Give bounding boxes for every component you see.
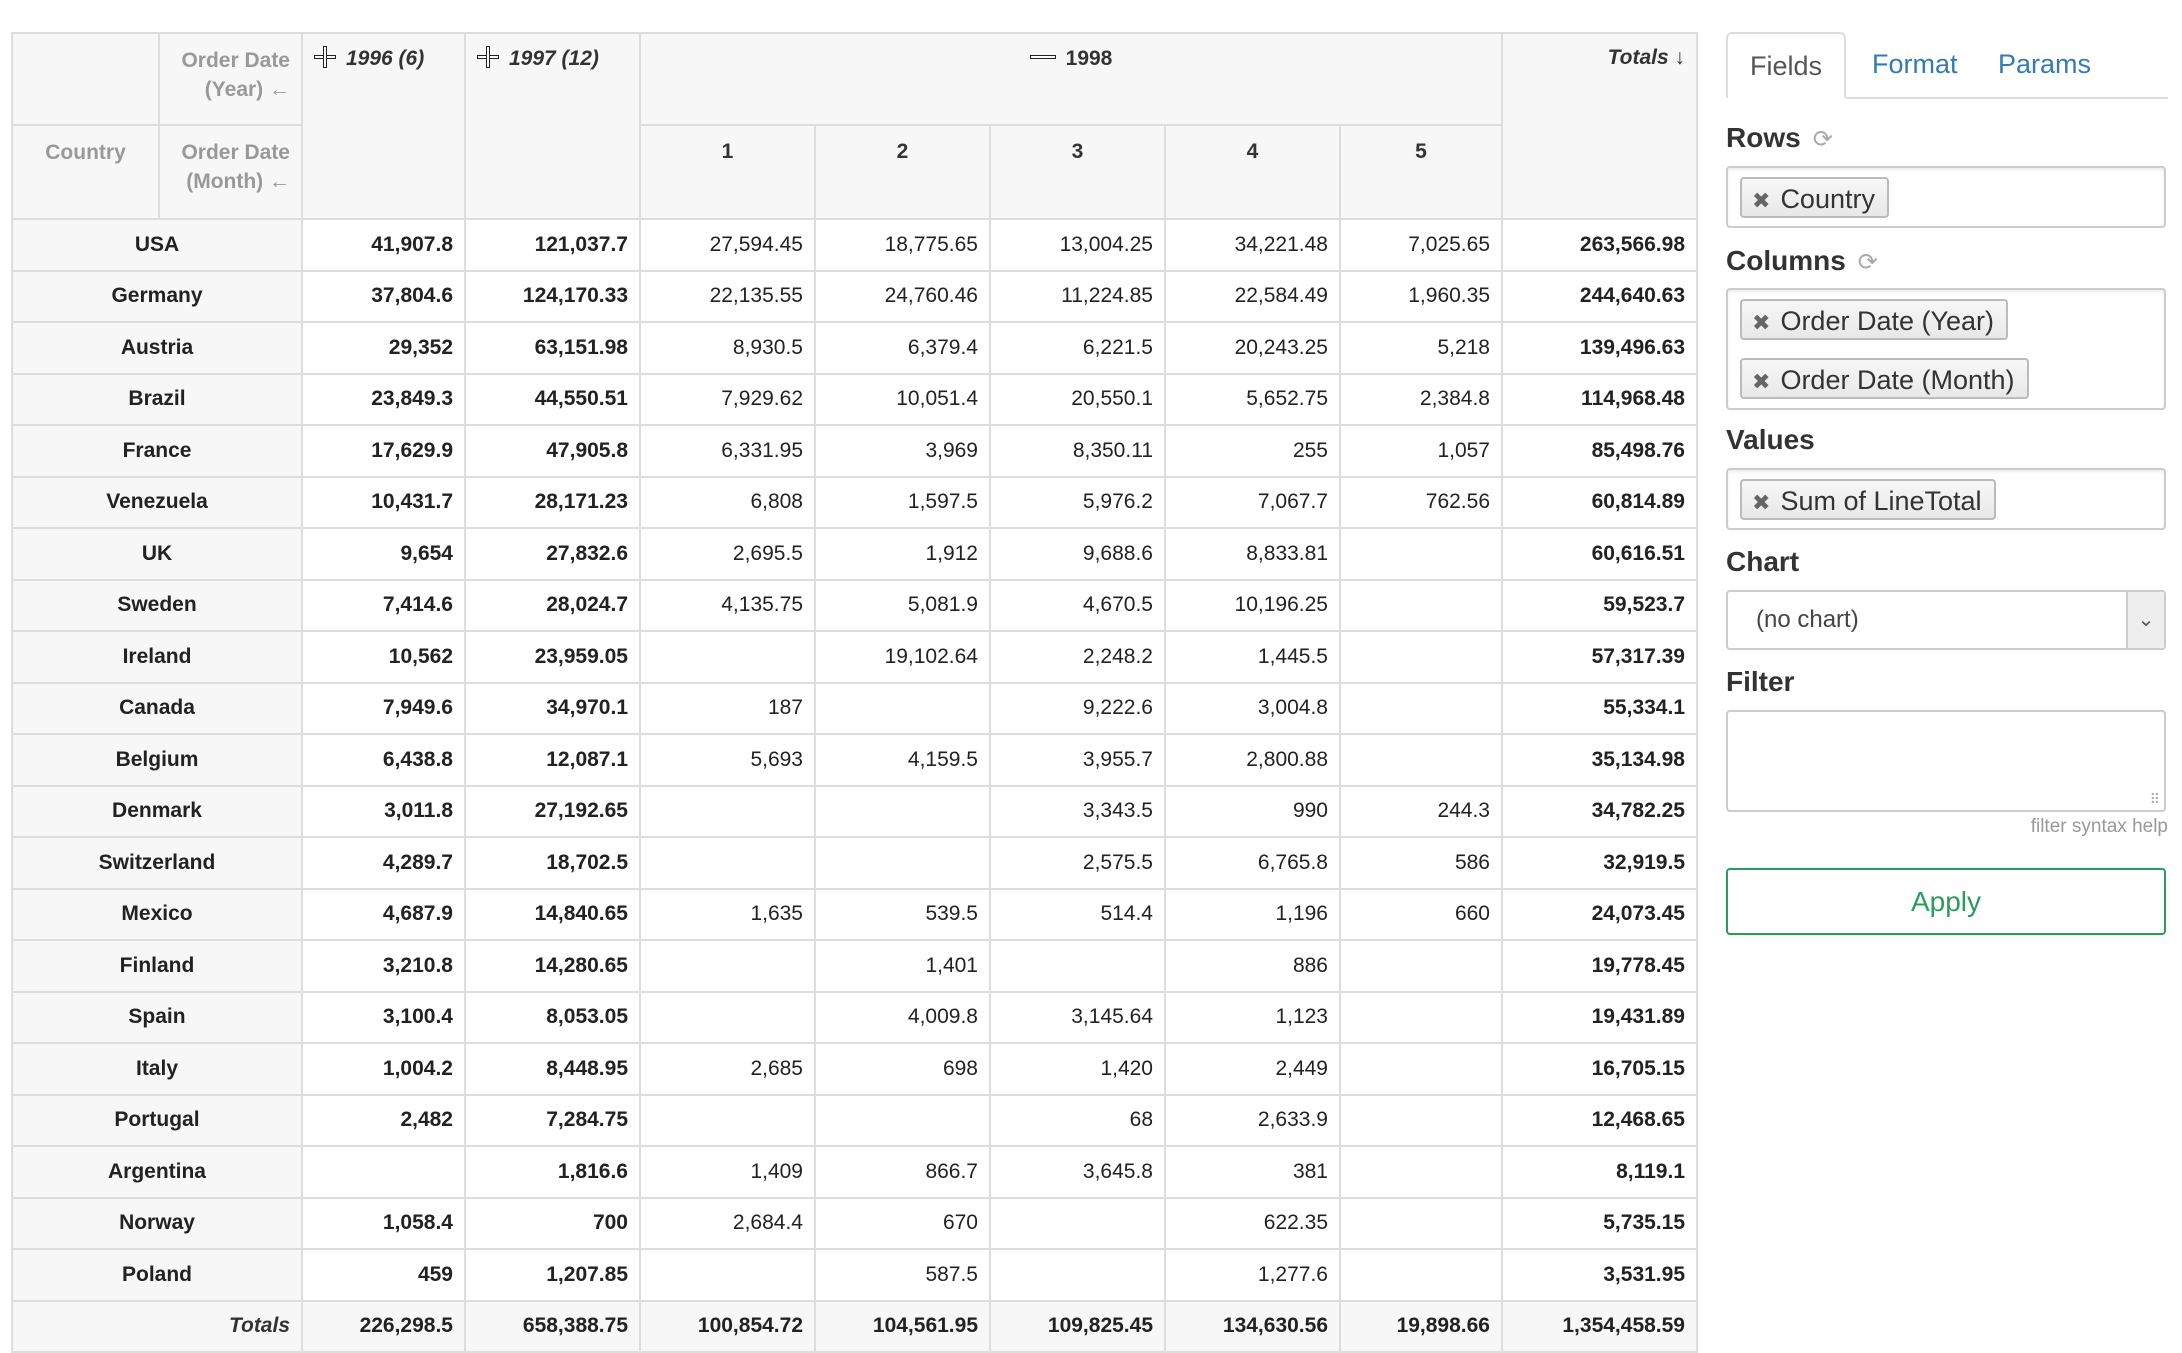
table-row [12, 631, 1697, 683]
filter-section-title: Filter [1726, 666, 1795, 697]
row-label[interactable]: Sweden [12, 580, 302, 632]
row-total-cell: 114,968.48 [1502, 374, 1697, 426]
sort-arrow-icon[interactable]: ← [269, 170, 290, 193]
field-chip-country[interactable] [1740, 177, 1889, 218]
value-cell: 24,760.46 [815, 271, 990, 323]
value-cell: 3,004.8 [1165, 683, 1340, 735]
table-row [12, 940, 1697, 992]
year-1997-header[interactable] [465, 33, 640, 219]
row-total-cell: 244,640.63 [1502, 271, 1697, 323]
value-cell: 8,350.11 [990, 425, 1165, 477]
row-label[interactable]: Spain [12, 992, 302, 1044]
value-cell [1340, 1198, 1502, 1250]
value-cell: 22,584.49 [1165, 271, 1340, 323]
row-label[interactable]: USA [12, 219, 302, 271]
value-cell: 124,170.33 [465, 271, 640, 323]
field-chip-order-date-year[interactable] [1740, 299, 2008, 340]
value-cell [1340, 1095, 1502, 1147]
value-cell: 34,221.48 [1165, 219, 1340, 271]
value-cell: 2,384.8 [1340, 374, 1502, 426]
row-total-cell: 32,919.5 [1502, 837, 1697, 889]
value-cell: 11,224.85 [990, 271, 1165, 323]
value-cell: 29,352 [302, 322, 465, 374]
row-total-cell: 16,705.15 [1502, 1043, 1697, 1095]
table-row [12, 1043, 1697, 1095]
value-cell: 255 [1165, 425, 1340, 477]
filter-input[interactable] [1726, 710, 2166, 812]
total-cell: 19,898.66 [1340, 1301, 1502, 1353]
row-label[interactable]: Portugal [12, 1095, 302, 1147]
total-cell: 109,825.45 [990, 1301, 1165, 1353]
row-total-cell: 34,782.25 [1502, 786, 1697, 838]
value-cell: 27,832.6 [465, 528, 640, 580]
value-cell: 514.4 [990, 889, 1165, 941]
total-cell: 134,630.56 [1165, 1301, 1340, 1353]
value-cell: 41,907.8 [302, 219, 465, 271]
value-cell: 7,025.65 [1340, 219, 1502, 271]
value-cell: 587.5 [815, 1249, 990, 1301]
value-cell: 63,151.98 [465, 322, 640, 374]
columns-section-title [1726, 245, 1878, 277]
table-row [12, 837, 1697, 889]
value-cell: 4,289.7 [302, 837, 465, 889]
total-cell: 104,561.95 [815, 1301, 990, 1353]
value-cell: 1,401 [815, 940, 990, 992]
table-row [12, 889, 1697, 941]
value-cell: 28,171.23 [465, 477, 640, 529]
value-cell: 17,629.9 [302, 425, 465, 477]
value-cell: 3,969 [815, 425, 990, 477]
value-cell: 1,004.2 [302, 1043, 465, 1095]
remove-icon[interactable]: ✖ [1752, 188, 1771, 213]
value-cell: 27,594.45 [640, 219, 815, 271]
value-cell: 14,840.65 [465, 889, 640, 941]
row-label[interactable]: Brazil [12, 374, 302, 426]
month-header: 4 [1165, 125, 1340, 219]
rows-dropzone[interactable] [1726, 166, 2166, 228]
value-cell [1340, 580, 1502, 632]
columns-dropzone[interactable] [1726, 288, 2166, 410]
value-cell: 1,445.5 [1165, 631, 1340, 683]
country-header[interactable]: Country [12, 125, 159, 219]
chip-label: Sum of LineTotal [1780, 486, 1982, 516]
total-cell: 658,388.75 [465, 1301, 640, 1353]
value-cell [1340, 631, 1502, 683]
value-cell [815, 683, 990, 735]
value-cell: 3,210.8 [302, 940, 465, 992]
value-cell: 8,053.05 [465, 992, 640, 1044]
chevron-down-icon[interactable]: ⌄ [2126, 592, 2164, 648]
row-label[interactable]: Belgium [12, 734, 302, 786]
value-cell [1340, 1249, 1502, 1301]
year-1996-header[interactable] [302, 33, 465, 219]
row-label[interactable]: Germany [12, 271, 302, 323]
values-dropzone[interactable] [1726, 468, 2166, 530]
value-cell: 6,808 [640, 477, 815, 529]
tab-bar [1726, 32, 2168, 99]
table-row [12, 374, 1697, 426]
row-label[interactable]: Canada [12, 683, 302, 735]
values-section-title: Values [1726, 424, 1815, 455]
value-cell [640, 786, 815, 838]
row-label[interactable]: Ireland [12, 631, 302, 683]
value-cell: 1,207.85 [465, 1249, 640, 1301]
value-cell: 7,067.7 [1165, 477, 1340, 529]
row-total-cell: 139,496.63 [1502, 322, 1697, 374]
value-cell [640, 1249, 815, 1301]
row-label[interactable]: Denmark [12, 786, 302, 838]
value-cell: 1,597.5 [815, 477, 990, 529]
year-1996-label: 1996 (6) [346, 47, 425, 70]
table-row [12, 528, 1697, 580]
value-cell: 3,100.4 [302, 992, 465, 1044]
value-cell: 622.35 [1165, 1198, 1340, 1250]
row-total-cell: 57,317.39 [1502, 631, 1697, 683]
value-cell: 7,949.6 [302, 683, 465, 735]
value-cell: 23,959.05 [465, 631, 640, 683]
value-cell: 19,102.64 [815, 631, 990, 683]
value-cell: 1,912 [815, 528, 990, 580]
tab-format[interactable]: Format [1872, 49, 1958, 79]
value-cell: 3,955.7 [990, 734, 1165, 786]
row-label[interactable]: Venezuela [12, 477, 302, 529]
row-label[interactable]: France [12, 425, 302, 477]
chart-select[interactable] [1726, 590, 2166, 650]
row-total-cell: 60,814.89 [1502, 477, 1697, 529]
row-total-cell: 12,468.65 [1502, 1095, 1697, 1147]
table-row [12, 734, 1697, 786]
value-cell: 9,654 [302, 528, 465, 580]
value-cell [1340, 940, 1502, 992]
value-cell [640, 631, 815, 683]
table-row [12, 219, 1697, 271]
year-1998-header[interactable] [640, 33, 1502, 125]
value-cell: 10,562 [302, 631, 465, 683]
value-cell: 886 [1165, 940, 1340, 992]
value-cell: 6,438.8 [302, 734, 465, 786]
apply-button[interactable]: Apply [1726, 868, 2166, 935]
refresh-icon[interactable]: ⟳ [1857, 249, 1878, 276]
value-cell: 660 [1340, 889, 1502, 941]
row-total-cell: 59,523.7 [1502, 580, 1697, 632]
row-label[interactable]: UK [12, 528, 302, 580]
table-row [12, 1249, 1697, 1301]
totals-header[interactable]: Totals ↓ [1502, 33, 1697, 219]
month-header: 5 [1340, 125, 1502, 219]
row-total-cell: 263,566.98 [1502, 219, 1697, 271]
value-cell: 670 [815, 1198, 990, 1250]
value-cell: 5,218 [1340, 322, 1502, 374]
value-cell: 2,248.2 [990, 631, 1165, 683]
tab-fields[interactable]: Fields [1726, 32, 1846, 99]
table-row [12, 271, 1697, 323]
year-1998-label: 1998 [1065, 47, 1113, 70]
value-cell [990, 940, 1165, 992]
value-cell: 3,645.8 [990, 1146, 1165, 1198]
value-cell: 762.56 [1340, 477, 1502, 529]
resize-grip-icon[interactable]: ⠿ [2149, 791, 2160, 807]
value-cell: 47,905.8 [465, 425, 640, 477]
value-cell: 1,196 [1165, 889, 1340, 941]
value-cell: 2,800.88 [1165, 734, 1340, 786]
month-header: 2 [815, 125, 990, 219]
row-label[interactable]: Austria [12, 322, 302, 374]
columns-title: Columns [1726, 245, 1846, 276]
filter-syntax-help-link[interactable]: filter syntax help [2030, 816, 2168, 837]
value-cell: 1,960.35 [1340, 271, 1502, 323]
value-cell [990, 1198, 1165, 1250]
value-cell: 27,192.65 [465, 786, 640, 838]
value-cell: 866.7 [815, 1146, 990, 1198]
value-cell [640, 837, 815, 889]
chip-label: Order Date (Month) [1780, 365, 2015, 395]
total-cell: 100,854.72 [640, 1301, 815, 1353]
value-cell: 6,765.8 [1165, 837, 1340, 889]
chip-label: Order Date (Year) [1780, 306, 1995, 336]
value-cell: 586 [1340, 837, 1502, 889]
value-cell: 187 [640, 683, 815, 735]
table-row [12, 477, 1697, 529]
row-label[interactable]: Poland [12, 1249, 302, 1301]
row-label[interactable]: Mexico [12, 889, 302, 941]
value-cell [1340, 1146, 1502, 1198]
value-cell: 5,976.2 [990, 477, 1165, 529]
table-row [12, 322, 1697, 374]
table-row [12, 580, 1697, 632]
value-cell: 1,277.6 [1165, 1249, 1340, 1301]
chart-section-title: Chart [1726, 546, 1800, 577]
value-cell: 2,633.9 [1165, 1095, 1340, 1147]
value-cell: 10,196.25 [1165, 580, 1340, 632]
value-cell: 3,343.5 [990, 786, 1165, 838]
table-row [12, 992, 1697, 1044]
year-1997-label: 1997 (12) [509, 47, 599, 70]
value-cell: 121,037.7 [465, 219, 640, 271]
value-cell: 1,635 [640, 889, 815, 941]
value-cell: 22,135.55 [640, 271, 815, 323]
settings-panel [1726, 32, 2168, 917]
remove-icon[interactable]: ✖ [1752, 369, 1771, 394]
value-cell: 10,051.4 [815, 374, 990, 426]
value-cell: 698 [815, 1043, 990, 1095]
totals-row [12, 1301, 1697, 1353]
table-row [12, 1095, 1697, 1147]
row-label[interactable]: Finland [12, 940, 302, 992]
value-cell: 3,145.64 [990, 992, 1165, 1044]
field-chip-order-date-month[interactable] [1740, 358, 2029, 399]
value-cell: 7,414.6 [302, 580, 465, 632]
value-cell [815, 786, 990, 838]
value-cell [1340, 734, 1502, 786]
value-cell: 1,420 [990, 1043, 1165, 1095]
row-total-cell: 19,778.45 [1502, 940, 1697, 992]
row-total-cell: 85,498.76 [1502, 425, 1697, 477]
sort-arrow-icon[interactable]: ← [269, 78, 290, 101]
value-cell: 2,685 [640, 1043, 815, 1095]
value-cell: 20,243.25 [1165, 322, 1340, 374]
value-cell: 2,449 [1165, 1043, 1340, 1095]
order-date-year-header[interactable]: Order Date (Year) ← [159, 33, 302, 125]
value-cell: 2,695.5 [640, 528, 815, 580]
row-total-cell: 5,735.15 [1502, 1198, 1697, 1250]
tab-params[interactable]: Params [1998, 49, 2092, 79]
value-cell: 1,057 [1340, 425, 1502, 477]
value-cell [815, 837, 990, 889]
value-cell: 68 [990, 1095, 1165, 1147]
grand-total-cell: 1,354,458.59 [1502, 1301, 1697, 1353]
value-cell: 20,550.1 [990, 374, 1165, 426]
remove-icon[interactable]: ✖ [1752, 310, 1771, 335]
totals-label: Totals [12, 1301, 302, 1353]
refresh-icon[interactable]: ⟳ [1812, 126, 1833, 153]
value-cell: 8,448.95 [465, 1043, 640, 1095]
value-cell: 5,693 [640, 734, 815, 786]
expand-plus-icon[interactable] [314, 46, 336, 68]
field-chip-sum-linetotal[interactable] [1740, 479, 1996, 520]
chip-label: Country [1780, 184, 1875, 214]
value-cell [815, 1095, 990, 1147]
row-total-cell: 24,073.45 [1502, 889, 1697, 941]
month-header: 3 [990, 125, 1165, 219]
value-cell: 18,702.5 [465, 837, 640, 889]
value-cell: 8,833.81 [1165, 528, 1340, 580]
value-cell [640, 1095, 815, 1147]
value-cell: 34,970.1 [465, 683, 640, 735]
value-cell: 1,409 [640, 1146, 815, 1198]
value-cell [1340, 683, 1502, 735]
value-cell: 23,849.3 [302, 374, 465, 426]
value-cell [640, 940, 815, 992]
row-total-cell: 55,334.1 [1502, 683, 1697, 735]
value-cell: 28,024.7 [465, 580, 640, 632]
rows-title: Rows [1726, 122, 1801, 153]
value-cell [1340, 992, 1502, 1044]
row-total-cell: 60,616.51 [1502, 528, 1697, 580]
corner-cell [12, 33, 159, 125]
value-cell: 5,081.9 [815, 580, 990, 632]
value-cell: 1,123 [1165, 992, 1340, 1044]
value-cell: 7,929.62 [640, 374, 815, 426]
table-row [12, 683, 1697, 735]
value-cell: 459 [302, 1249, 465, 1301]
row-total-cell: 19,431.89 [1502, 992, 1697, 1044]
table-row [12, 1146, 1697, 1198]
value-cell: 14,280.65 [465, 940, 640, 992]
table-row [12, 786, 1697, 838]
value-cell: 6,221.5 [990, 322, 1165, 374]
value-cell [302, 1146, 465, 1198]
value-cell: 4,670.5 [990, 580, 1165, 632]
value-cell: 8,930.5 [640, 322, 815, 374]
table-row [12, 1198, 1697, 1250]
value-cell: 1,058.4 [302, 1198, 465, 1250]
value-cell: 700 [465, 1198, 640, 1250]
value-cell: 6,331.95 [640, 425, 815, 477]
value-cell: 2,482 [302, 1095, 465, 1147]
row-label[interactable]: Argentina [12, 1146, 302, 1198]
value-cell: 990 [1165, 786, 1340, 838]
value-cell: 3,011.8 [302, 786, 465, 838]
value-cell: 9,222.6 [990, 683, 1165, 735]
value-cell: 18,775.65 [815, 219, 990, 271]
value-cell: 4,687.9 [302, 889, 465, 941]
value-cell [640, 992, 815, 1044]
collapse-minus-icon[interactable] [1030, 46, 1056, 68]
value-cell: 4,009.8 [815, 992, 990, 1044]
row-label[interactable]: Italy [12, 1043, 302, 1095]
value-cell: 37,804.6 [302, 271, 465, 323]
value-cell: 2,575.5 [990, 837, 1165, 889]
value-cell: 9,688.6 [990, 528, 1165, 580]
order-date-month-header[interactable]: Order Date (Month) ← [159, 125, 302, 219]
value-cell: 4,159.5 [815, 734, 990, 786]
value-cell: 2,684.4 [640, 1198, 815, 1250]
value-cell: 13,004.25 [990, 219, 1165, 271]
value-cell: 244.3 [1340, 786, 1502, 838]
value-cell [990, 1249, 1165, 1301]
value-cell: 6,379.4 [815, 322, 990, 374]
table-row [12, 425, 1697, 477]
chart-select-value: (no chart) [1756, 606, 1859, 633]
value-cell: 12,087.1 [465, 734, 640, 786]
month-header: 1 [640, 125, 815, 219]
value-cell [1340, 528, 1502, 580]
total-cell: 226,298.5 [302, 1301, 465, 1353]
value-cell: 381 [1165, 1146, 1340, 1198]
rows-section-title [1726, 122, 1833, 154]
row-total-cell: 35,134.98 [1502, 734, 1697, 786]
expand-plus-icon[interactable] [477, 46, 499, 68]
row-total-cell: 3,531.95 [1502, 1249, 1697, 1301]
row-label[interactable]: Switzerland [12, 837, 302, 889]
value-cell: 5,652.75 [1165, 374, 1340, 426]
remove-icon[interactable]: ✖ [1752, 490, 1771, 515]
value-cell: 44,550.51 [465, 374, 640, 426]
value-cell: 539.5 [815, 889, 990, 941]
value-cell: 7,284.75 [465, 1095, 640, 1147]
value-cell: 4,135.75 [640, 580, 815, 632]
row-label[interactable]: Norway [12, 1198, 302, 1250]
row-total-cell: 8,119.1 [1502, 1146, 1697, 1198]
pivot-table [11, 32, 1698, 1353]
value-cell: 1,816.6 [465, 1146, 640, 1198]
value-cell: 10,431.7 [302, 477, 465, 529]
value-cell [1340, 1043, 1502, 1095]
